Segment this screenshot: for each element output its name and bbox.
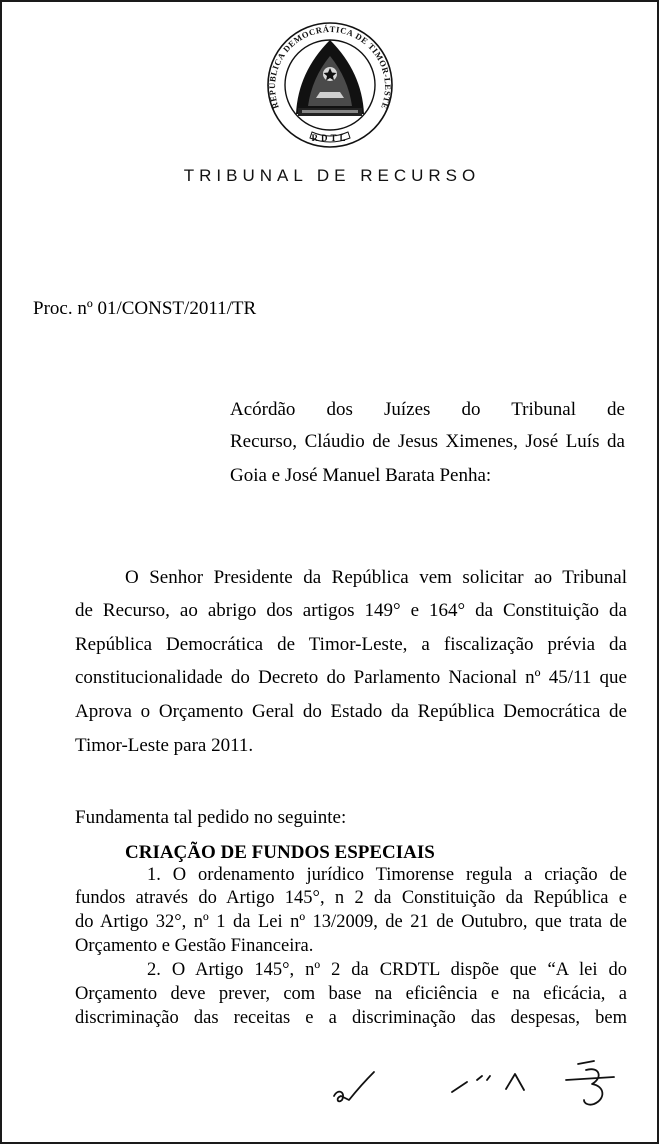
request-paragraph-line: Timor-Leste para 2011.: [75, 735, 254, 756]
ruling-intro-line: Recurso, Cláudio de Jesus Ximenes, José Luís da: [230, 431, 625, 452]
item-1-line: 1. O ordenamento jurídico Timorense regula a criação de: [147, 865, 627, 885]
rdtl-seal: [260, 18, 400, 154]
court-title: TRIBUNAL DE RECURSO: [183, 166, 481, 185]
section-heading: CRIAÇÃO DE FUNDOS ESPECIAIS: [125, 842, 435, 863]
ruling-intro-line: Goia e José Manuel Barata Penha:: [230, 465, 492, 486]
process-number: Proc. nº 01/CONST/2011/TR: [33, 298, 257, 319]
request-paragraph-line: Aprova o Orçamento Geral do Estado da República Democrática de: [75, 701, 627, 722]
request-paragraph-line: República Democrática de Timor-Leste, a fiscalização prévia da: [75, 634, 627, 655]
item-1-line: fundos através do Artigo 145°, n 2 da Constituição da República e: [75, 888, 627, 908]
grounds-intro: Fundamenta tal pedido no seguinte:: [75, 807, 347, 828]
seal-ribbon-text: RDTL: [311, 133, 349, 143]
request-paragraph-line: de Recurso, ao abrigo dos artigos 149° e 164° da Constituição da: [75, 600, 627, 621]
judge-initial-3: [566, 1061, 614, 1105]
request-paragraph-line: constitucionalidade do Decreto do Parlamento Nacional nº 45/11 que: [75, 667, 627, 688]
judges-initials: [0, 1050, 659, 1120]
item-1-line: do Artigo 32°, nº 1 da Lei nº 13/2009, de 21 de Outubro, que trata de: [75, 912, 627, 932]
judge-initial-2: [452, 1074, 524, 1092]
item-2-line: 2. O Artigo 145°, nº 2 da CRDTL dispõe que “A lei do: [147, 960, 627, 980]
request-paragraph-line: O Senhor Presidente da República vem solicitar ao Tribunal: [125, 567, 627, 588]
item-2-line: Orçamento deve prever, com base na eficiência e na eficácia, a: [75, 984, 627, 1004]
seal-ring-textpath: REPÚBLICA DEMOCRÁTICA DE TIMOR-LESTE: [266, 23, 394, 111]
ruling-intro-line: Acórdão dos Juízes do Tribunal de: [230, 399, 625, 420]
judge-initial-1: [334, 1072, 374, 1101]
item-2-line: discriminação das receitas e a discriminação das despesas, bem: [75, 1008, 627, 1028]
item-1-line: Orçamento e Gestão Financeira.: [75, 936, 314, 956]
